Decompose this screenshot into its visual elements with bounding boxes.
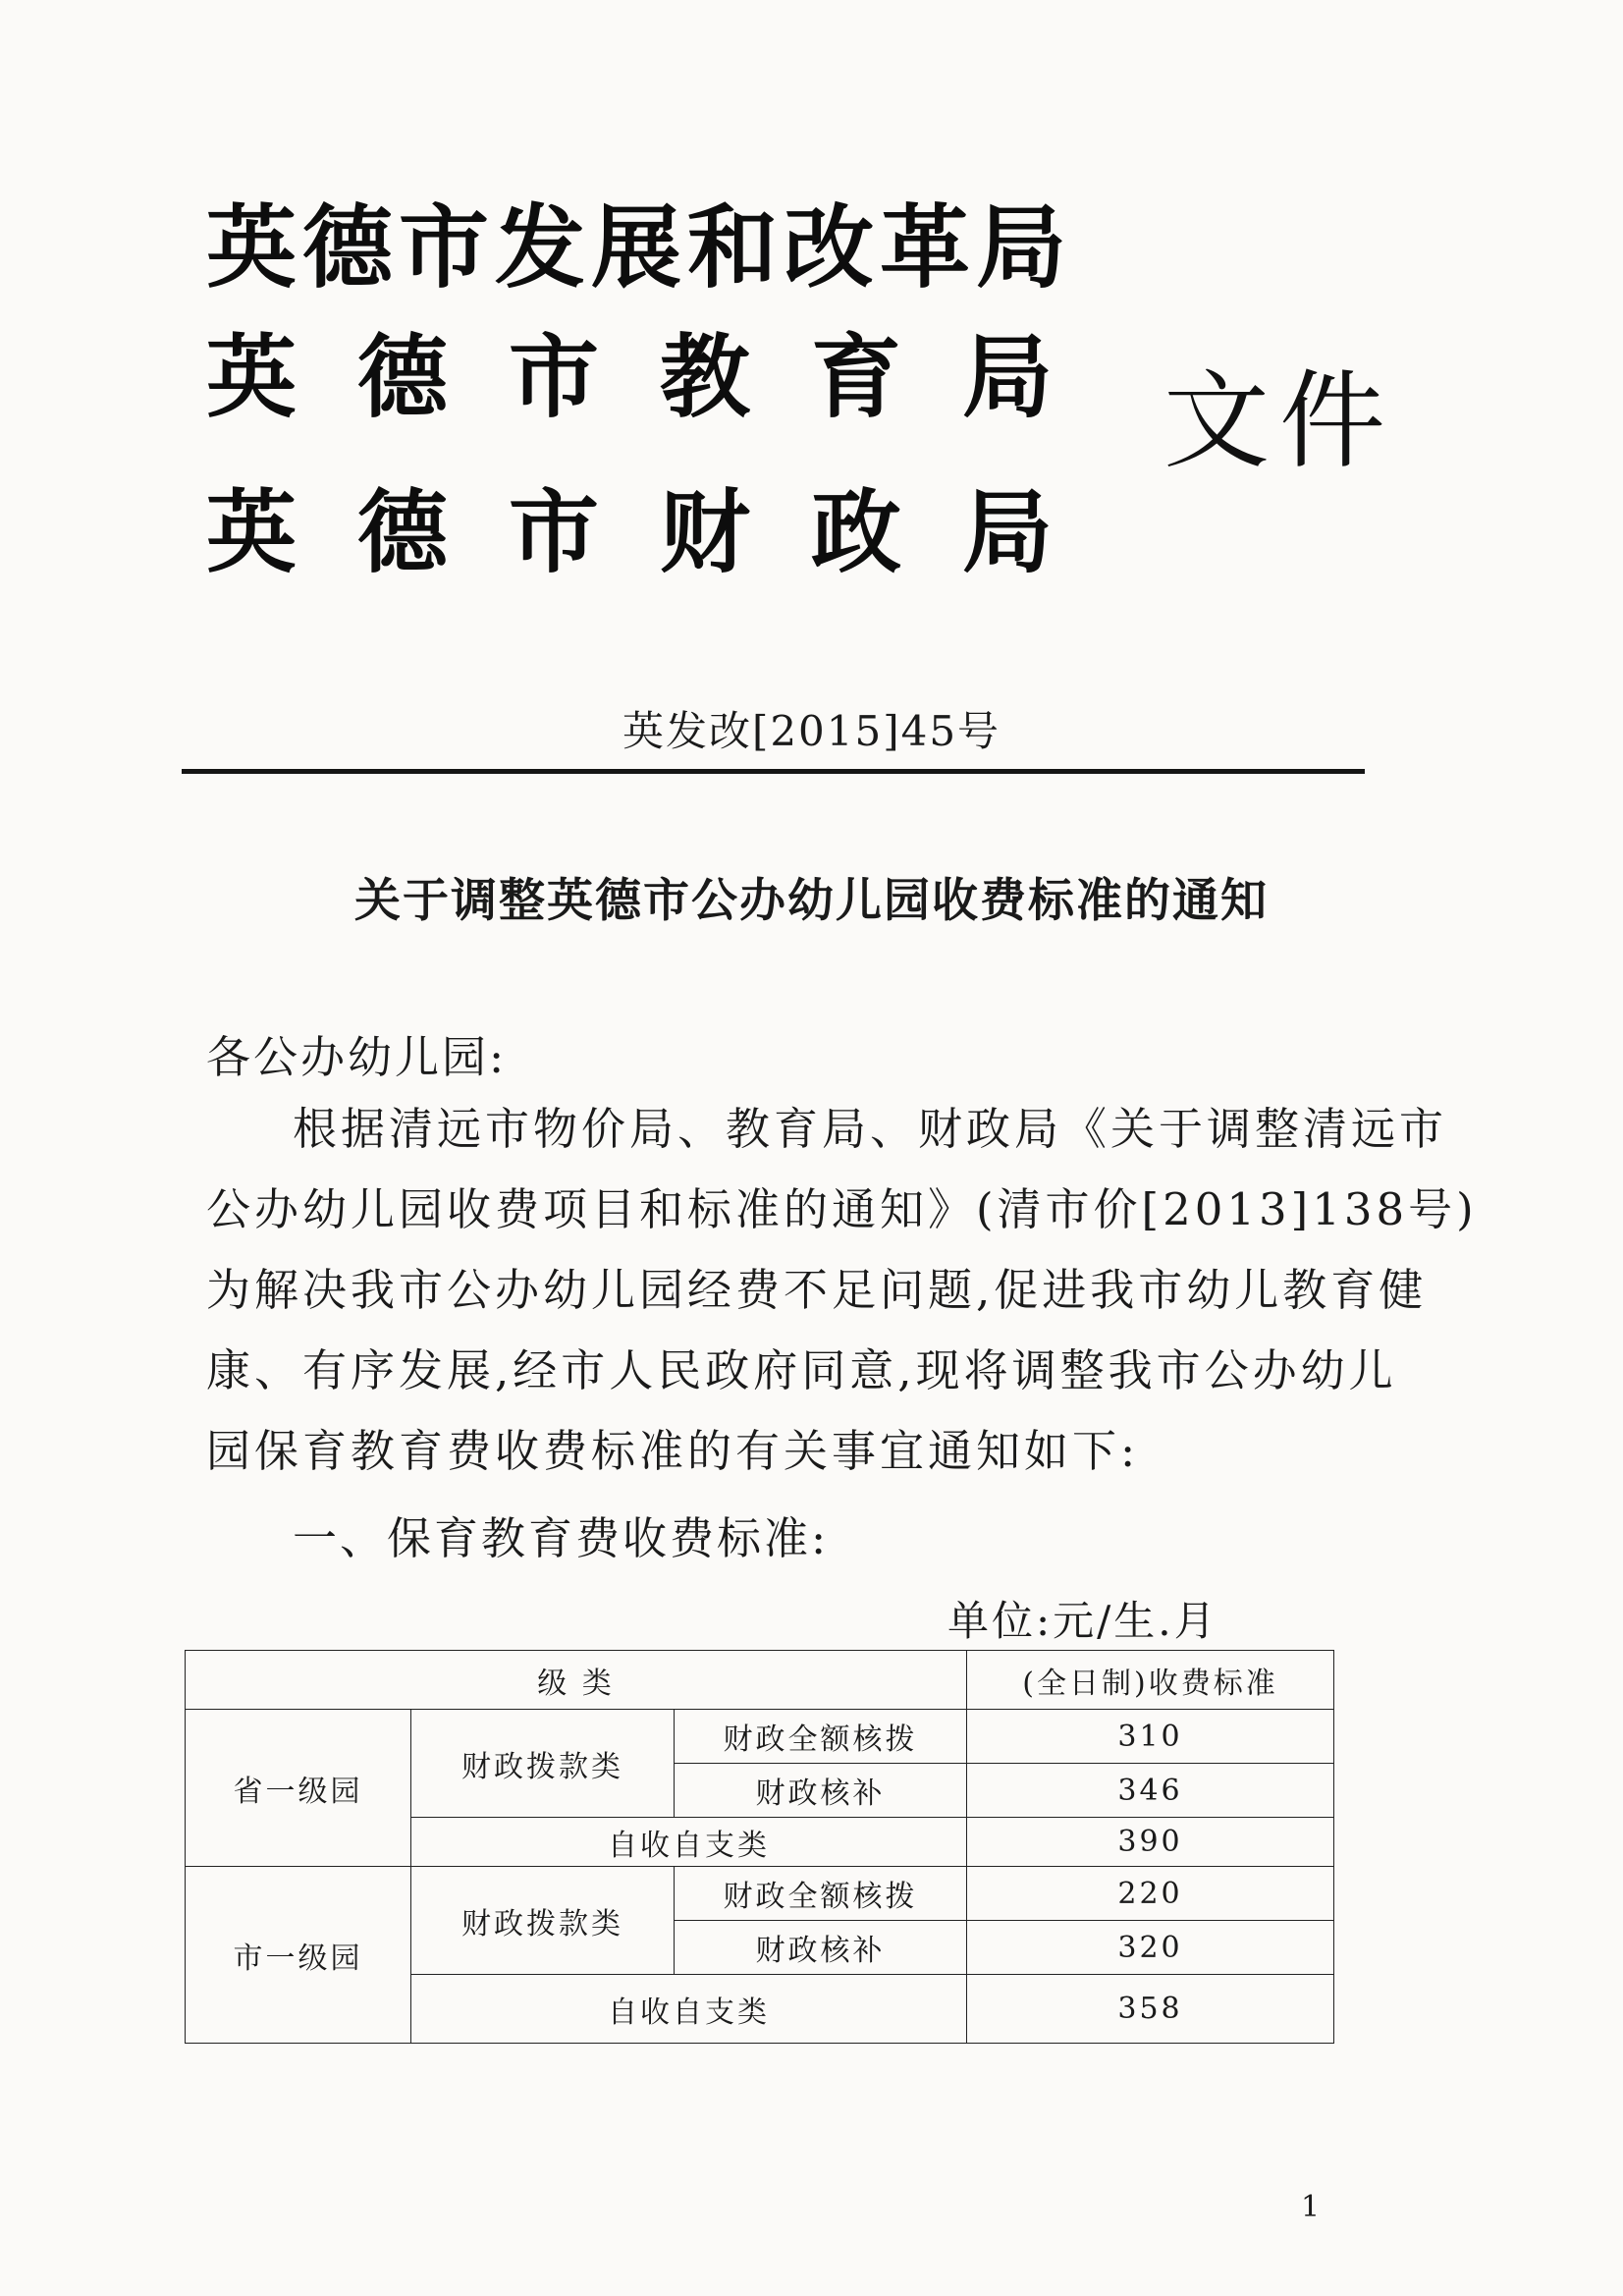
subtype-cell: 财政核补 <box>675 1764 967 1818</box>
body-paragraph-line: 园保育教育费收费标准的有关事宜通知如下: <box>206 1425 1140 1477</box>
issuer-development-reform-bureau: 英德市发展和改革局 <box>206 195 1073 301</box>
fee-value-cell: 390 <box>967 1818 1334 1867</box>
body-paragraph-line: 为解决我市公办幼儿园经费不足问题,促进我市幼儿教育健 <box>206 1264 1428 1316</box>
level-cell: 省一级园 <box>186 1710 411 1867</box>
subtype-cell: 财政全额核拨 <box>675 1867 967 1921</box>
header-divider <box>182 769 1365 774</box>
document-number: 英发改[2015]45号 <box>622 707 1001 755</box>
funding-type-cell: 自收自支类 <box>411 1818 967 1867</box>
issuer-finance-bureau: 英德市财政局 <box>206 480 1114 585</box>
fee-standard-table <box>185 1650 1334 2044</box>
fee-value-cell: 358 <box>967 1975 1334 2044</box>
header-fee-standard: (全日制)收费标准 <box>967 1651 1334 1710</box>
notice-title: 关于调整英德市公办幼儿园收费标准的通知 <box>354 874 1269 928</box>
level-cell: 市一级园 <box>186 1867 411 2044</box>
issuer-education-bureau: 英德市教育局 <box>206 325 1114 430</box>
section-heading: 一、保育教育费收费标准: <box>293 1512 830 1564</box>
document-type-label: 文件 <box>1163 360 1396 483</box>
table-header-row <box>186 1651 1334 1710</box>
funding-type-cell: 财政拨款类 <box>411 1710 675 1818</box>
funding-type-cell: 财政拨款类 <box>411 1867 675 1975</box>
body-paragraph-line: 公办幼儿园收费项目和标准的通知》(清市价[2013]138号) <box>206 1183 1478 1235</box>
fee-value-cell: 310 <box>967 1710 1334 1764</box>
subtype-cell: 财政全额核拨 <box>675 1710 967 1764</box>
table-row <box>186 1710 1334 1764</box>
funding-type-cell: 自收自支类 <box>411 1975 967 2044</box>
header-level: 级 类 <box>186 1651 967 1710</box>
body-paragraph-line: 康、有序发展,经市人民政府同意,现将调整我市公办幼儿 <box>206 1344 1397 1396</box>
fee-value-cell: 220 <box>967 1867 1334 1921</box>
subtype-cell: 财政核补 <box>675 1921 967 1975</box>
fee-value-cell: 320 <box>967 1921 1334 1975</box>
body-paragraph-line: 根据清远市物价局、教育局、财政局《关于调整清远市 <box>293 1103 1448 1155</box>
unit-label: 单位:元/生.月 <box>947 1597 1218 1645</box>
fee-value-cell: 346 <box>967 1764 1334 1818</box>
page-number: 1 <box>1301 2190 1321 2224</box>
table-row <box>186 1867 1334 1921</box>
salutation: 各公办幼儿园: <box>206 1031 508 1083</box>
